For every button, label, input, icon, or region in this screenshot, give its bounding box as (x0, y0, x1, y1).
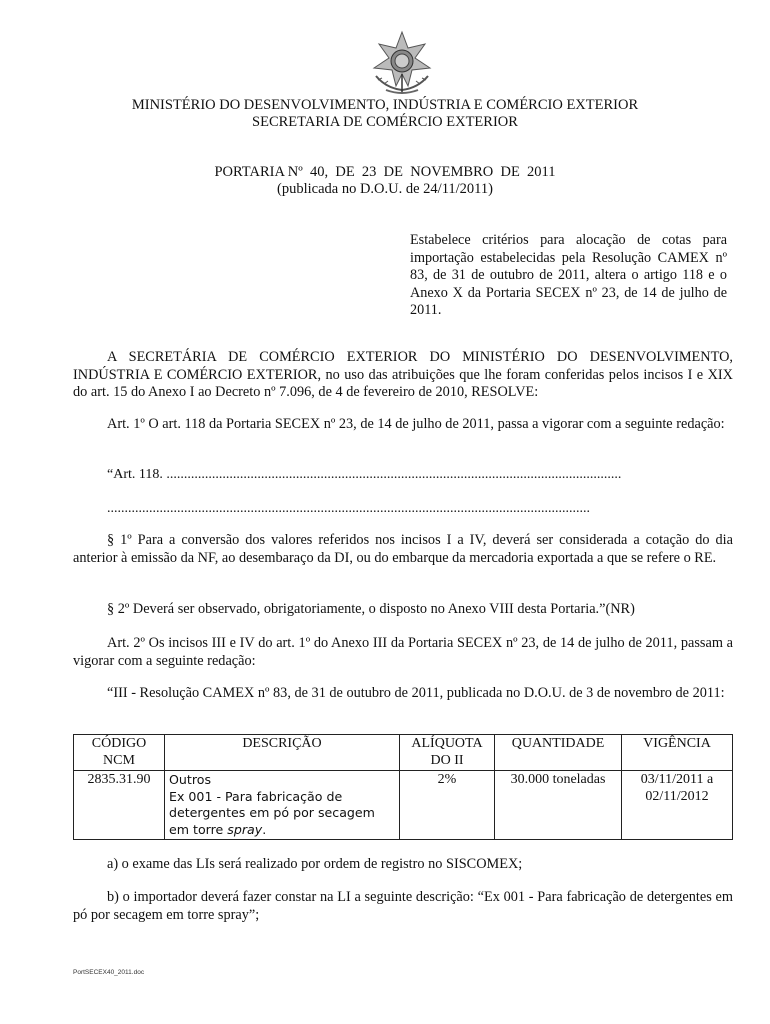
preamble-paragraph: A SECRETÁRIA DE COMÉRCIO EXTERIOR DO MINISTÉRIO DO DESENVOLVIMENTO, INDÚSTRIA E COMÉRCIO EXTERIOR, no uso das atribuições que lhe foram conferidas pelos incisos I e XIX do art. 15 do Anexo I ao Decreto nº 7.096, de 4 de fevereiro de 2010, RESOLVE: (73, 349, 733, 401)
item-a: a) o exame das LIs será realizado por ordem de registro no SISCOMEX; (107, 856, 523, 872)
cell-vigencia: 03/11/2011 a 02/11/2012 (622, 771, 733, 840)
article-1: Art. 1º O art. 118 da Portaria SECEX nº 23, de 14 de julho de 2011, passa a vigorar com a seguinte redação: (107, 416, 725, 432)
paragraph-2: § 2º Deverá ser observado, obrigatoriamente, o disposto no Anexo VIII desta Portaria.”(NR) (107, 601, 635, 617)
desc-text: Ex 001 - Para fabricação de detergentes em pó por secagem em torre (169, 788, 375, 837)
header-codigo-ncm: CÓDIGO NCM (74, 735, 165, 771)
ellipsis-line: .......................................................................................................................................... (107, 501, 590, 516)
header-aliquota: ALÍQUOTA DO II (400, 735, 495, 771)
cell-descricao (165, 771, 400, 840)
header-descricao: DESCRIÇÃO (165, 735, 400, 771)
brazil-coat-of-arms-icon (368, 30, 436, 96)
ementa: Estabelece critérios para alocação de cotas para importação estabelecidas pela Resolução CAMEX nº 83, de 31 de outubro de 2011, altera o artigo 118 e o Anexo X da Portaria SECEX nº 23, de 14 de julho de 2011. (410, 232, 727, 319)
article-2: Art. 2º Os incisos III e IV do art. 1º do Anexo III da Portaria SECEX nº 23, de 14 de julho de 2011, passam a vigorar com a seguinte redação: (73, 635, 733, 669)
footer-filename: PortSECEX40_2011.doc (73, 969, 145, 976)
paragraph-1: § 1º Para a conversão dos valores referidos nos incisos I a IV, deverá ser considerada a cotação do dia anterior à emissão da NF, ao desembaraço da DI, ou do embarque da mercadoria exportada a que se refere o RE. (73, 532, 733, 566)
desc-italic: spray (227, 821, 263, 837)
cell-ncm: 2835.31.90 (74, 771, 165, 840)
item-b: b) o importador deverá fazer constar na LI a seguinte descrição: “Ex 001 - Para fabricação de detergentes em pó por secagem em torre spray”; (73, 889, 733, 923)
header-quantidade: QUANTIDADE (495, 735, 622, 771)
cell-aliquota: 2% (400, 771, 495, 840)
header-vigencia: VIGÊNCIA (622, 735, 733, 771)
desc-end: . (262, 821, 267, 837)
cell-quantidade: 30.000 toneladas (495, 771, 622, 840)
desc-line-1: Outros (169, 772, 211, 787)
publication-note: (publicada no D.O.U. de 24/11/2011) (277, 181, 493, 197)
inciso-iii: “III - Resolução CAMEX nº 83, de 31 de outubro de 2011, publicada no D.O.U. de 3 de novembro de 2011: (107, 685, 725, 701)
desc-line-2 (169, 789, 395, 839)
table-header-row (74, 735, 733, 771)
portaria-title: PORTARIA Nº 40, DE 23 DE NOVEMBRO DE 2011 (214, 164, 556, 180)
art118-line: “Art. 118. .................................................................................................................................. (107, 467, 622, 482)
quota-table (73, 734, 733, 840)
secretariat-heading: SECRETARIA DE COMÉRCIO EXTERIOR (252, 114, 518, 130)
ministry-heading: MINISTÉRIO DO DESENVOLVIMENTO, INDÚSTRIA E COMÉRCIO EXTERIOR (131, 97, 639, 113)
table-row (74, 771, 733, 840)
